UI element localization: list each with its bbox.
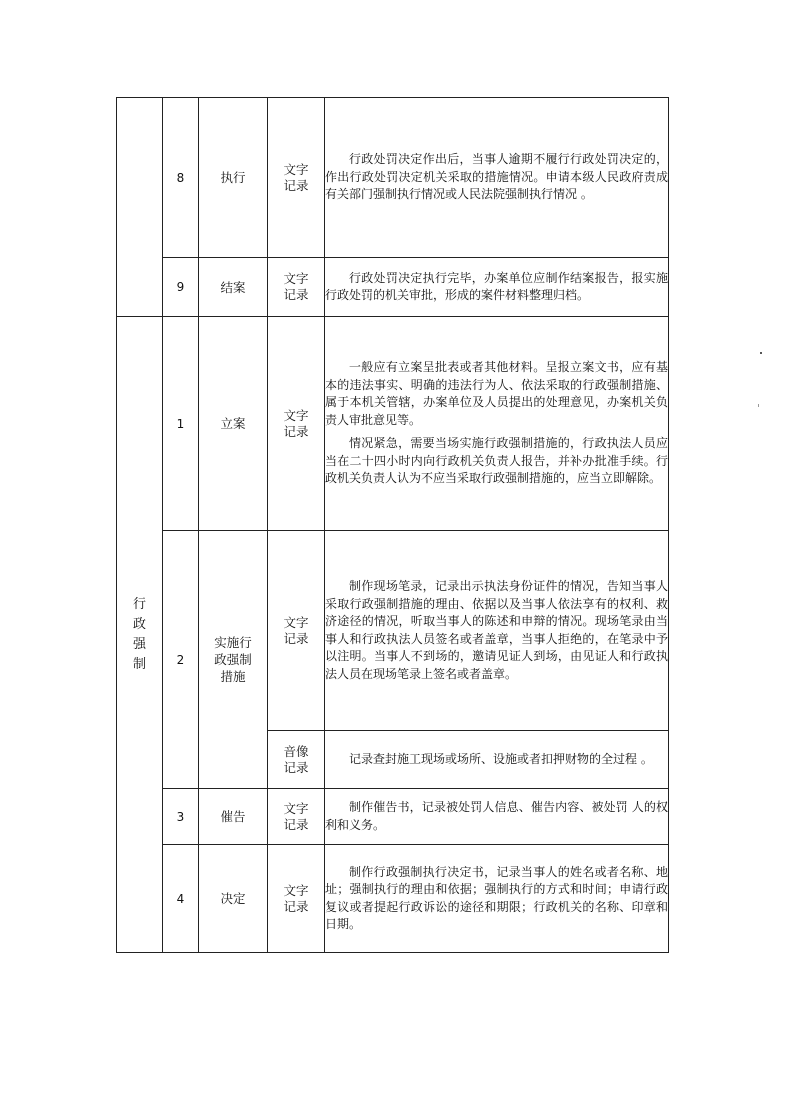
table-row bbox=[117, 258, 669, 317]
description-paragraph: 制作行政强制执行决定书，记录当事人的姓名或者名称、地址；强制执行的理由和依据；强制执行的方式和时间；申请行政复议或者提起行政诉讼的途径和期限；行政机关的名称、印章和日期。 bbox=[325, 864, 668, 931]
record-method-line: 文字 bbox=[283, 407, 309, 423]
description-paragraph: 一般应有立案呈批表或者其他材料。呈报立案文书，应有基本的违法事实、明确的违法行为人、依法采取的行政强制措施、属于本机关管辖，办案单位及人员提出的处理意见，办案机关负责人审批意见等。 bbox=[325, 360, 668, 427]
step-name-line: 措施 bbox=[220, 669, 246, 684]
record-method-line: 音像 bbox=[283, 743, 309, 759]
step-number: 1 bbox=[163, 317, 199, 531]
record-method bbox=[268, 789, 325, 845]
table-row bbox=[117, 845, 669, 953]
record-method bbox=[268, 258, 325, 317]
category-char: 制 bbox=[132, 656, 146, 672]
step-number: 2 bbox=[163, 531, 199, 789]
scan-speck bbox=[760, 352, 762, 354]
table-row bbox=[117, 98, 669, 258]
step-name: 结案 bbox=[199, 258, 268, 317]
record-description bbox=[325, 258, 669, 317]
step-number: 3 bbox=[163, 789, 199, 845]
step-name: 决定 bbox=[199, 845, 268, 953]
category-cell-empty bbox=[117, 98, 163, 317]
table-row bbox=[117, 317, 669, 531]
category-char: 行 bbox=[132, 596, 146, 612]
record-method-line: 记录 bbox=[283, 759, 309, 775]
step-number: 9 bbox=[163, 258, 199, 317]
step-name bbox=[199, 531, 268, 789]
description-paragraph: 情况紧急，需要当场实施行政强制措施的，行政执法人员应当在二十四小时内向行政机关负责人报告，并补办批准手续。行政机关负责人认为不应当采取行政强制措施的，应当立即解除。 bbox=[325, 436, 668, 486]
category-char: 强 bbox=[132, 636, 146, 652]
step-number: 8 bbox=[163, 98, 199, 258]
record-method bbox=[268, 98, 325, 258]
record-description bbox=[325, 531, 669, 731]
record-method-line: 记录 bbox=[283, 287, 309, 302]
record-method-line: 记录 bbox=[283, 816, 309, 832]
step-name-line: 实施行 bbox=[214, 635, 252, 650]
record-method-line: 文字 bbox=[283, 800, 309, 816]
procedure-table bbox=[116, 97, 669, 953]
record-method-line: 记录 bbox=[283, 630, 309, 646]
record-method bbox=[268, 531, 325, 731]
scan-speck bbox=[758, 404, 759, 407]
record-description bbox=[325, 317, 669, 531]
description-paragraph: 行政处罚决定执行完毕，办案单位应制作结案报告，报实施行政处罚的机关审批，形成的案件材料整理归档。 bbox=[325, 270, 668, 302]
record-method-line: 记录 bbox=[283, 423, 309, 439]
step-name-line: 政强制 bbox=[214, 652, 252, 667]
record-description bbox=[325, 98, 669, 258]
category-char: 政 bbox=[132, 616, 146, 632]
table-row bbox=[117, 531, 669, 731]
record-description bbox=[325, 731, 669, 789]
description-paragraph: 记录查封施工现场或场所、设施或者扣押财物的全过程 。 bbox=[349, 751, 653, 766]
record-method-line: 文字 bbox=[283, 882, 309, 898]
step-name: 立案 bbox=[199, 317, 268, 531]
record-description bbox=[325, 789, 669, 845]
record-method bbox=[268, 731, 325, 789]
table-row bbox=[117, 789, 669, 845]
record-method bbox=[268, 317, 325, 531]
record-method-line: 文字 bbox=[283, 271, 309, 286]
step-name: 催告 bbox=[199, 789, 268, 845]
description-paragraph: 行政处罚决定作出后，当事人逾期不履行行政处罚决定的，作出行政处罚决定机关采取的措施情况。申请本级人民政府责成有关部门强制执行情况或人民法院强制执行情况 。 bbox=[325, 152, 668, 202]
record-description bbox=[325, 845, 669, 953]
record-method-line: 记录 bbox=[283, 177, 309, 193]
record-method bbox=[268, 845, 325, 953]
step-name: 执行 bbox=[199, 98, 268, 258]
description-paragraph: 制作现场笔录，记录出示执法身份证件的情况，告知当事人采取行政强制措施的理由、依据以及当事人依法享有的权利、救济途径的情况，听取当事人的陈述和申辩的情况。现场笔录由当事人和行政执法人员签名或者盖章，当事人拒绝的，在笔录中予以注明。当事人不到场的，邀请见证人到场，由见证人和行政执法人员在现场笔录上签名或者盖章。 bbox=[325, 579, 668, 681]
description-paragraph: 制作催告书，记录被处罚人信息、催告内容、被处罚 人的权利和义务。 bbox=[325, 800, 668, 832]
record-method-line: 文字 bbox=[283, 161, 309, 177]
record-method-line: 文字 bbox=[283, 614, 309, 630]
step-number: 4 bbox=[163, 845, 199, 953]
category-cell bbox=[117, 317, 163, 953]
record-method-line: 记录 bbox=[283, 898, 309, 914]
